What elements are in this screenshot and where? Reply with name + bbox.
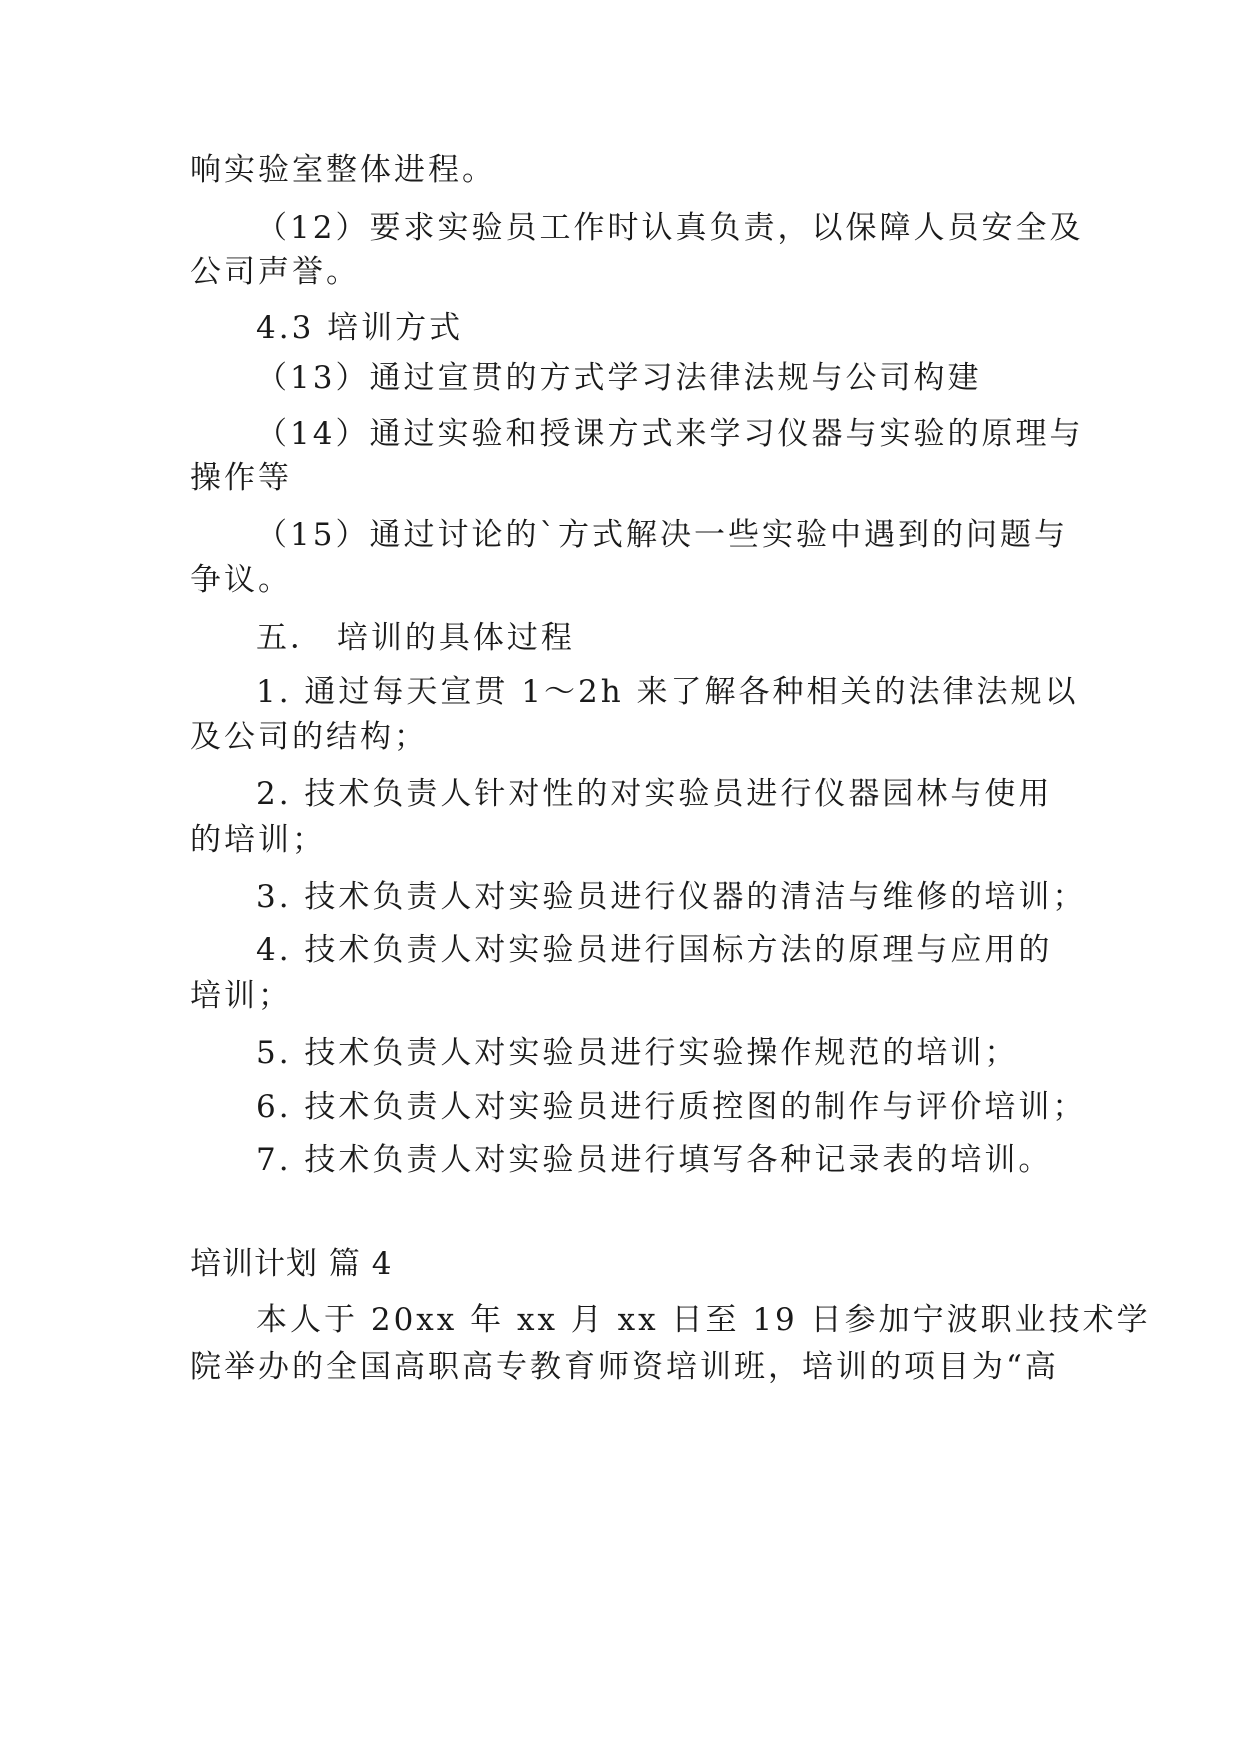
list-item-14: （14）通过实验和授课方式来学习仪器与实验的原理与	[256, 416, 1084, 452]
process-step-5: 5. 技术负责人对实验员进行实验操作规范的培训；	[256, 1035, 1019, 1071]
process-step-1: 1. 通过每天宣贯 1～2h 来了解各种相关的法律法规以	[256, 674, 1079, 710]
process-step-7: 7. 技术负责人对实验员进行填写各种记录表的培训。	[256, 1142, 1053, 1178]
paragraph-line: 响实验室整体进程。	[190, 152, 496, 188]
process-step-3: 3. 技术负责人对实验员进行仪器的清洁与维修的培训；	[256, 879, 1087, 915]
process-step-6: 6. 技术负责人对实验员进行质控图的制作与评价培训；	[256, 1089, 1087, 1125]
process-step-4: 4. 技术负责人对实验员进行国标方法的原理与应用的	[256, 932, 1053, 968]
list-item-12: （12）要求实验员工作时认真负责，以保障人员安全及	[256, 210, 1084, 246]
section-heading-5: 五． 培训的具体过程	[256, 620, 575, 656]
list-item-13: （13）通过宣贯的方式学习法律法规与公司构建	[256, 360, 982, 396]
paragraph-line: 本人于 20xx 年 xx 月 xx 日至 19 日参加宁波职业技术学	[256, 1302, 1151, 1338]
paragraph-line: 争议。	[190, 562, 292, 598]
paragraph-line: 操作等	[190, 460, 292, 496]
paragraph-line: 的培训；	[190, 822, 326, 858]
paragraph-line: 院举办的全国高职高专教育师资培训班，培训的项目为“高	[190, 1349, 1059, 1385]
paragraph-line: 及公司的结构；	[190, 719, 428, 755]
list-item-15: （15）通过讨论的`方式解决一些实验中遇到的问题与	[256, 517, 1068, 553]
process-step-2: 2. 技术负责人针对性的对实验员进行仪器园林与使用	[256, 776, 1053, 812]
section-heading-4-3: 4.3 培训方式	[256, 310, 464, 346]
section-title-part-4: 培训计划 篇 4	[190, 1246, 393, 1282]
paragraph-line: 公司声誉。	[190, 254, 360, 290]
paragraph-line: 培训；	[190, 978, 292, 1014]
